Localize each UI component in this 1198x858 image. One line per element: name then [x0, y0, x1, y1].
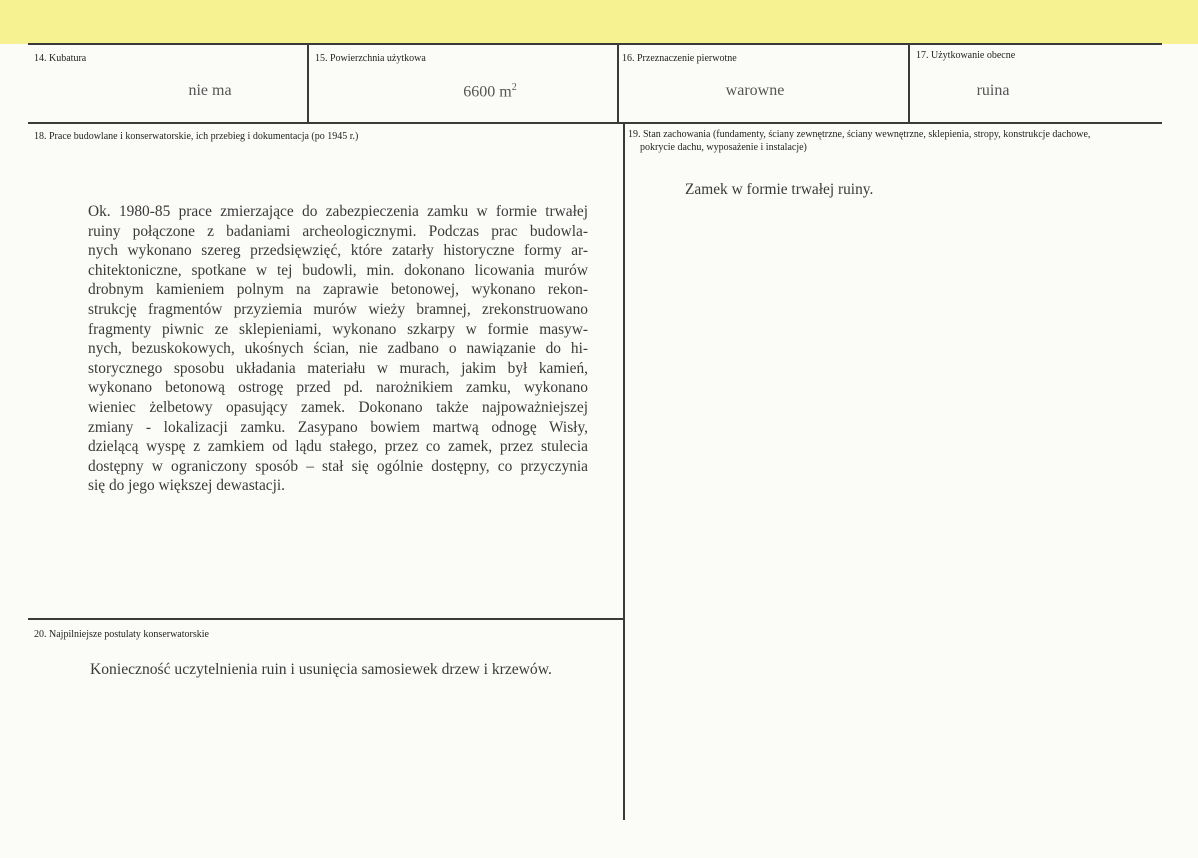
- field-17-value: ruina: [976, 82, 1010, 99]
- row-divider-1: [28, 122, 1162, 124]
- field-18-line: dostępny w ograniczony sposób – stał się ogólnie dostępny, co przyczynia: [88, 457, 588, 475]
- field-18-line: fragmenty piwnic ze sklepieniami, wykonano szkarpy w formie masyw-: [88, 320, 588, 338]
- field-18-line: drobnym kamieniem polnym na zaprawie betonowej, wykonano rekon-: [88, 281, 588, 299]
- field-15-value: [390, 82, 590, 101]
- field-17-label: 17. Użytkowanie obecne: [916, 50, 1016, 61]
- field-20-label: 20. Najpilniejsze postulaty konserwatorskie: [34, 629, 209, 640]
- field-14-value: nie ma: [188, 82, 232, 99]
- field-14-label: 14. Kubatura: [34, 53, 87, 64]
- field-18-line: się do jego większej dewastacji.: [88, 477, 286, 495]
- field-15-label: 15. Powierzchnia użytkowa: [315, 53, 426, 64]
- field-19-value: Zamek w formie trwałej ruiny.: [685, 181, 874, 198]
- field-20-value: Konieczność uczytelnienia ruin i usunięcia samosiewek drzew i krzewów.: [90, 661, 552, 678]
- field-18-label: 18. Prace budowlane i konserwatorskie, ich przebieg i dokumentacja (po 1945 r.): [34, 131, 359, 142]
- field-18-line: wykonano betonową ostrogę przed pd. narożnikiem zamku, wykonano: [88, 379, 588, 397]
- field-19-label-line2: pokrycie dachu, wyposażenie i instalacje): [640, 142, 807, 153]
- field-18-line: zmiany - lokalizacji zamku. Zasypano bowiem martwą odnogę Wisły,: [88, 418, 588, 436]
- field-18-line: storycznego sposobu układania materiału w murach, jakim był kamień,: [88, 359, 588, 377]
- top-yellow-band: [0, 0, 1198, 44]
- field-18-line: nych wykonano szereg przedsięwzięć, które zatarły historyczne formy ar-: [88, 242, 588, 260]
- field-16-value: warowne: [725, 82, 785, 99]
- row-divider-2: [28, 618, 624, 620]
- top-rule: [28, 43, 1162, 45]
- field-18-line: chitektoniczne, spotkane w tej budowli, min. dokonano licowania murów: [88, 261, 588, 279]
- field-19-label-line1: 19. Stan zachowania (fundamenty, ściany zewnętrzne, ściany wewnętrzne, sklepienia, stropy, konstrukcje dachowe,: [628, 129, 1091, 140]
- col-divider-15-16: [617, 44, 619, 123]
- field-18-text: [88, 202, 588, 496]
- col-divider-main: [623, 123, 625, 820]
- field-18-line: ruiny połączone z badaniami archeologicznymi. Podczas prac budowla-: [88, 222, 588, 240]
- field-18-line: nych, bezuskokowych, ukośnych ścian, nie zadbano o nawiązanie do hi-: [88, 340, 588, 358]
- field-18-line: Ok. 1980-85 prace zmierzające do zabezpieczenia zamku w formie trwałej: [88, 203, 588, 220]
- field-18-line: wieniec żelbetowy opasujący zamek. Dokonano także najpoważniejszej: [88, 398, 588, 416]
- field-15-number: 6600 m: [463, 83, 512, 101]
- field-15-unit-superscript: 2: [511, 82, 517, 93]
- field-18-line: dzielącą wyspę z zamkiem od lądu stałego, przez co zamek, przez stulecia: [88, 438, 588, 456]
- field-16-label: 16. Przeznaczenie pierwotne: [622, 53, 737, 64]
- field-18-line: strukcję fragmentów przyziemia murów wieży bramnej, zrekonstruowano: [88, 300, 588, 318]
